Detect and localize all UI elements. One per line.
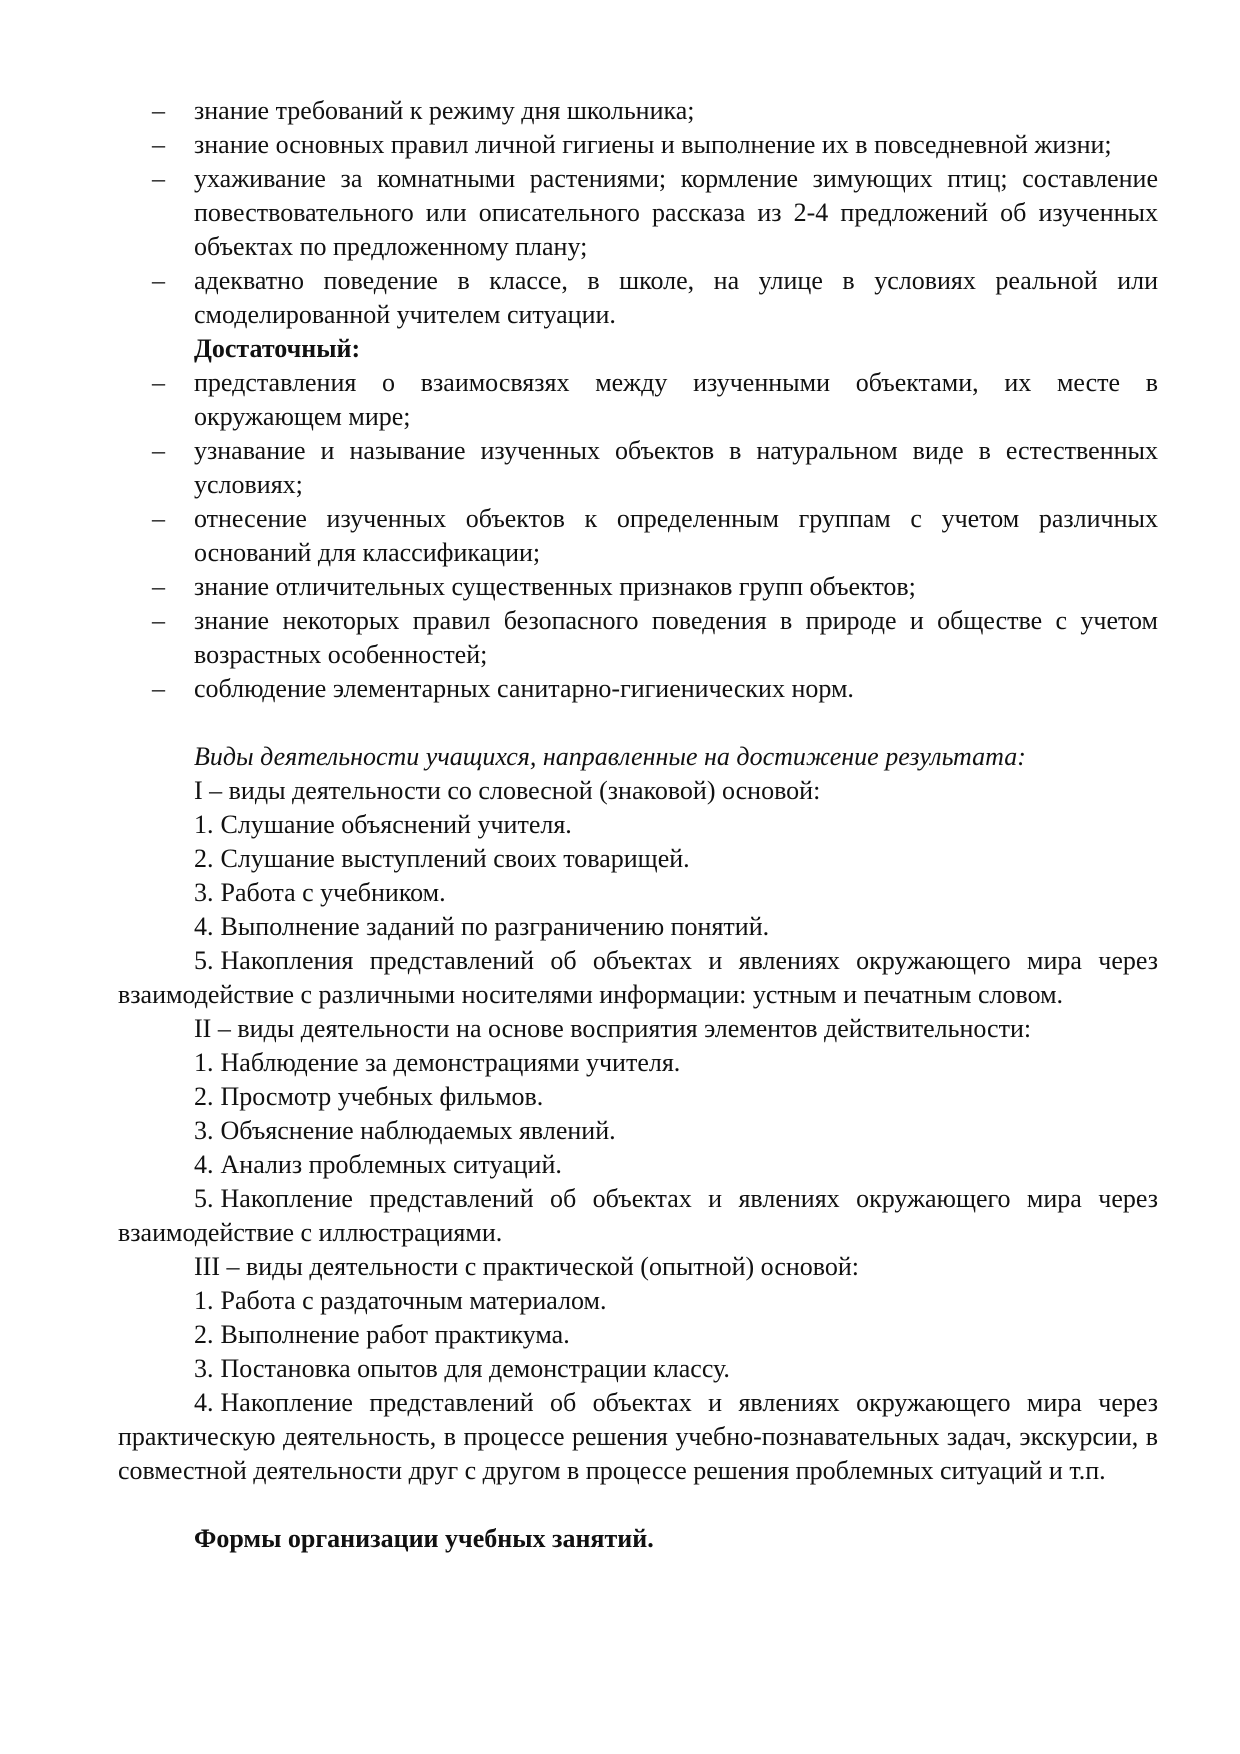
list-item <box>118 502 1158 570</box>
numbered-item <box>118 1182 1158 1250</box>
list-item <box>118 604 1158 672</box>
list-item <box>118 94 1158 128</box>
item-number: 4. <box>194 912 214 941</box>
item-number: 1. <box>194 810 214 839</box>
item-text: Накопление представлений об объектах и явлениях окружающего мира через взаимодействие с иллюстрациями. <box>118 1184 1158 1247</box>
group-3-title: III – виды деятельности с практической (опытной) основой: <box>194 1252 860 1281</box>
item-text: Выполнение работ практикума. <box>220 1320 570 1349</box>
item-text: Слушание объяснений учителя. <box>220 810 572 839</box>
list-item <box>118 366 1158 434</box>
activities-intro: Виды деятельности учащихся, направленные на достижение результата: <box>194 742 1026 771</box>
dash-bullet: – <box>152 504 165 533</box>
list-item <box>118 672 1158 706</box>
item-text: Слушание выступлений своих товарищей. <box>220 844 690 873</box>
dash-bullet: – <box>152 674 165 703</box>
item-number: 4. <box>194 1150 214 1179</box>
item-number: 5. <box>194 946 214 975</box>
item-text: Выполнение заданий по разграничению понятий. <box>220 912 770 941</box>
dash-bullet: – <box>152 130 165 159</box>
item-text: Накопление представлений об объектах и явлениях окружающего мира через практическую деятельность, в процессе решения учебно-познавательных задач, экскурсии, в совместной деятельности друг с другом в процессе решения проблемных ситуаций и т.п. <box>118 1388 1158 1485</box>
item-number: 2. <box>194 844 214 873</box>
list-item-text: отнесение изученных объектов к определенным группам с учетом различных оснований для классификации; <box>194 504 1158 567</box>
dash-bullet: – <box>152 96 165 125</box>
numbered-item <box>118 1080 1158 1114</box>
sufficient-level-list <box>118 366 1158 706</box>
numbered-item <box>118 1352 1158 1386</box>
numbered-item <box>118 944 1158 1012</box>
list-item <box>118 162 1158 264</box>
list-item <box>118 434 1158 502</box>
dash-bullet: – <box>152 266 165 295</box>
numbered-item <box>118 1046 1158 1080</box>
list-item-text: ухаживание за комнатными растениями; кормление зимующих птиц; составление повествовательного или описательного рассказа из 2-4 предложений об изученных объектах по предложенному плану; <box>194 164 1158 261</box>
item-text: Работа с учебником. <box>220 878 446 907</box>
numbered-item <box>118 808 1158 842</box>
item-number: 3. <box>194 878 214 907</box>
numbered-item <box>118 1318 1158 1352</box>
document-page <box>118 94 1158 1556</box>
dash-bullet: – <box>152 572 165 601</box>
forms-heading: Формы организации учебных занятий. <box>194 1524 654 1553</box>
dash-bullet: – <box>152 436 165 465</box>
list-item-text: знание отличительных существенных признаков групп объектов; <box>194 572 916 601</box>
group-1-title: I – виды деятельности со словесной (знаковой) основой: <box>194 776 821 805</box>
numbered-item <box>118 910 1158 944</box>
item-number: 1. <box>194 1048 214 1077</box>
sufficient-level-heading: Достаточный: <box>194 334 361 363</box>
numbered-item <box>118 1148 1158 1182</box>
item-text: Работа с раздаточным материалом. <box>220 1286 607 1315</box>
dash-bullet: – <box>152 164 165 193</box>
list-item-text: знание требований к режиму дня школьника; <box>194 96 695 125</box>
numbered-item <box>118 1386 1158 1488</box>
item-number: 5. <box>194 1184 214 1213</box>
item-text: Просмотр учебных фильмов. <box>220 1082 544 1111</box>
list-item <box>118 128 1158 162</box>
item-number: 4. <box>194 1388 214 1417</box>
list-item-text: узнавание и называние изученных объектов в натуральном виде в естественных условиях; <box>194 436 1158 499</box>
item-number: 2. <box>194 1082 214 1111</box>
item-number: 3. <box>194 1354 214 1383</box>
item-text: Постановка опытов для демонстрации классу. <box>220 1354 730 1383</box>
numbered-item <box>118 1284 1158 1318</box>
list-item-text: знание некоторых правил безопасного поведения в природе и обществе с учетом возрастных особенностей; <box>194 606 1158 669</box>
list-item-text: представления о взаимосвязях между изученными объектами, их месте в окружающем мире; <box>194 368 1158 431</box>
item-text: Наблюдение за демонстрациями учителя. <box>220 1048 681 1077</box>
group-2-title: II – виды деятельности на основе восприятия элементов действительности: <box>194 1014 1032 1043</box>
numbered-item <box>118 1114 1158 1148</box>
item-number: 3. <box>194 1116 214 1145</box>
item-text: Накопления представлений об объектах и явлениях окружающего мира через взаимодействие с различными носителями информации: устным и печатным словом. <box>118 946 1158 1009</box>
dash-bullet: – <box>152 606 165 635</box>
list-item-text: знание основных правил личной гигиены и выполнение их в повседневной жизни; <box>194 130 1112 159</box>
list-item-text: соблюдение элементарных санитарно-гигиенических норм. <box>194 674 854 703</box>
list-item-text: адекватно поведение в классе, в школе, на улице в условиях реальной или смоделированной учителем ситуации. <box>194 266 1158 329</box>
list-item <box>118 264 1158 332</box>
basic-level-list <box>118 94 1158 332</box>
item-text: Объяснение наблюдаемых явлений. <box>220 1116 616 1145</box>
numbered-item <box>118 876 1158 910</box>
numbered-item <box>118 842 1158 876</box>
item-text: Анализ проблемных ситуаций. <box>220 1150 562 1179</box>
list-item <box>118 570 1158 604</box>
item-number: 1. <box>194 1286 214 1315</box>
dash-bullet: – <box>152 368 165 397</box>
item-number: 2. <box>194 1320 214 1349</box>
